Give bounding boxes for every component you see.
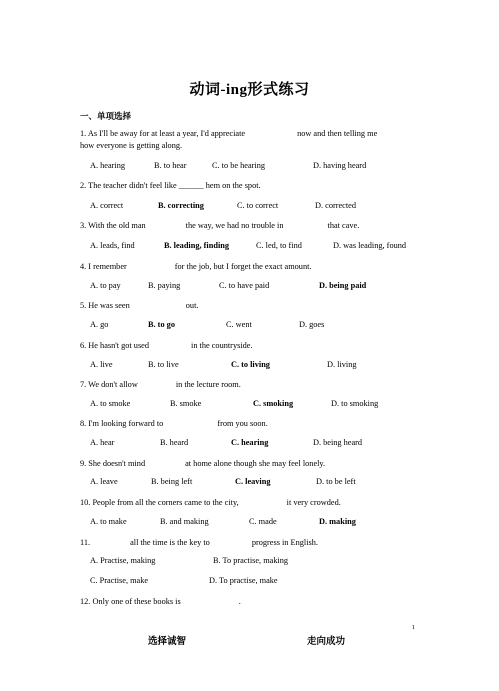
footer-right-slogan: 走向成功 <box>307 637 346 647</box>
question-4-stem: 4. I remember for the job, but I forget the exact amount. <box>80 262 312 271</box>
q10-option-a[interactable]: A. to make <box>90 517 127 526</box>
q8-option-b[interactable]: B. heard <box>160 438 189 447</box>
q3-option-d[interactable]: D. was leading, found <box>333 241 407 250</box>
question-1-stem-cont: how everyone is getting along. <box>80 141 183 150</box>
section-heading: 一、单项选择 <box>80 111 132 121</box>
q6-option-b[interactable]: B. to live <box>148 360 179 369</box>
q1-option-c[interactable]: C. to be hearing <box>212 161 265 170</box>
q10-option-b[interactable]: B. and making <box>160 517 209 526</box>
q4-option-c[interactable]: C. to have paid <box>219 281 270 290</box>
q9-option-d[interactable]: D. to be left <box>316 477 356 486</box>
q9-option-c[interactable]: C. leaving <box>235 477 271 486</box>
q11-option-c[interactable]: C. Practise, make <box>90 576 149 585</box>
q9-option-b[interactable]: B. being left <box>151 477 193 486</box>
question-5-stem: 5. He was seen out. <box>80 301 199 310</box>
q3-option-b[interactable]: B. leading, finding <box>164 241 230 250</box>
q7-option-c[interactable]: C. smoking <box>253 399 294 408</box>
question-10-stem: 10. People from all the corners came to the city, it very crowded. <box>80 498 341 507</box>
page-title: 动词-ing形式练习 <box>189 82 310 98</box>
q1-option-b[interactable]: B. to hear <box>154 161 187 170</box>
q4-option-d[interactable]: D. being paid <box>319 281 367 290</box>
q9-option-a[interactable]: A. leave <box>90 477 118 486</box>
question-8-stem: 8. I'm looking forward to from you soon. <box>80 419 268 428</box>
question-2-stem: 2. The teacher didn't feel like ______ hem on the spot. <box>80 181 261 190</box>
q1-option-a[interactable]: A. hearing <box>90 161 126 170</box>
q2-option-a[interactable]: A. correct <box>90 201 124 210</box>
q5-option-c[interactable]: C. went <box>226 320 252 329</box>
q3-option-a[interactable]: A. leads, find <box>90 241 135 250</box>
q11-option-b[interactable]: B. To practise, making <box>213 556 289 565</box>
q6-option-a[interactable]: A. live <box>90 360 113 369</box>
q8-option-d[interactable]: D. being heard <box>313 438 363 447</box>
q2-option-c[interactable]: C. to correct <box>237 201 279 210</box>
question-9-stem: 9. She doesn't mind at home alone though she may feel lonely. <box>80 459 326 468</box>
q8-option-a[interactable]: A. hear <box>90 438 115 447</box>
q11-option-a[interactable]: A. Practise, making <box>90 556 156 565</box>
question-1-stem: 1. As I'll be away for at least a year, I'd appreciate now and then telling me <box>80 129 378 138</box>
q4-option-a[interactable]: A. to pay <box>90 281 121 290</box>
q10-option-d[interactable]: D. making <box>319 517 356 526</box>
page-number: 1 <box>411 624 415 631</box>
q6-option-d[interactable]: D. living <box>327 360 357 369</box>
question-6-stem: 6. He hasn't got used in the countryside. <box>80 341 253 350</box>
q5-option-d[interactable]: D. goes <box>299 320 325 329</box>
q5-option-a[interactable]: A. go <box>90 320 109 329</box>
footer-left-slogan: 选择诚智 <box>148 637 187 647</box>
q7-option-d[interactable]: D. to smoking <box>331 399 379 408</box>
question-7-stem: 7. We don't allow in the lecture room. <box>80 380 241 389</box>
q8-option-c[interactable]: C. hearing <box>231 438 269 447</box>
q7-option-a[interactable]: A. to smoke <box>90 399 131 408</box>
q2-option-d[interactable]: D. corrected <box>315 201 356 210</box>
q2-option-b[interactable]: B. correcting <box>158 201 204 210</box>
q3-option-c[interactable]: C. led, to find <box>256 241 302 250</box>
q6-option-c[interactable]: C. to living <box>231 360 270 369</box>
q4-option-b[interactable]: B. paying <box>148 281 181 290</box>
question-12-stem: 12. Only one of these books is . <box>80 597 241 606</box>
q5-option-b[interactable]: B. to go <box>148 320 175 329</box>
q1-option-d[interactable]: D. having heard <box>313 161 367 170</box>
q7-option-b[interactable]: B. smoke <box>170 399 202 408</box>
q11-option-d[interactable]: D. To practise, make <box>209 576 278 585</box>
question-11-stem: 11. all the time is the key to progress in English. <box>80 538 318 547</box>
q10-option-c[interactable]: C. made <box>249 517 277 526</box>
question-3-stem: 3. With the old man the way, we had no trouble in that cave. <box>80 221 360 230</box>
